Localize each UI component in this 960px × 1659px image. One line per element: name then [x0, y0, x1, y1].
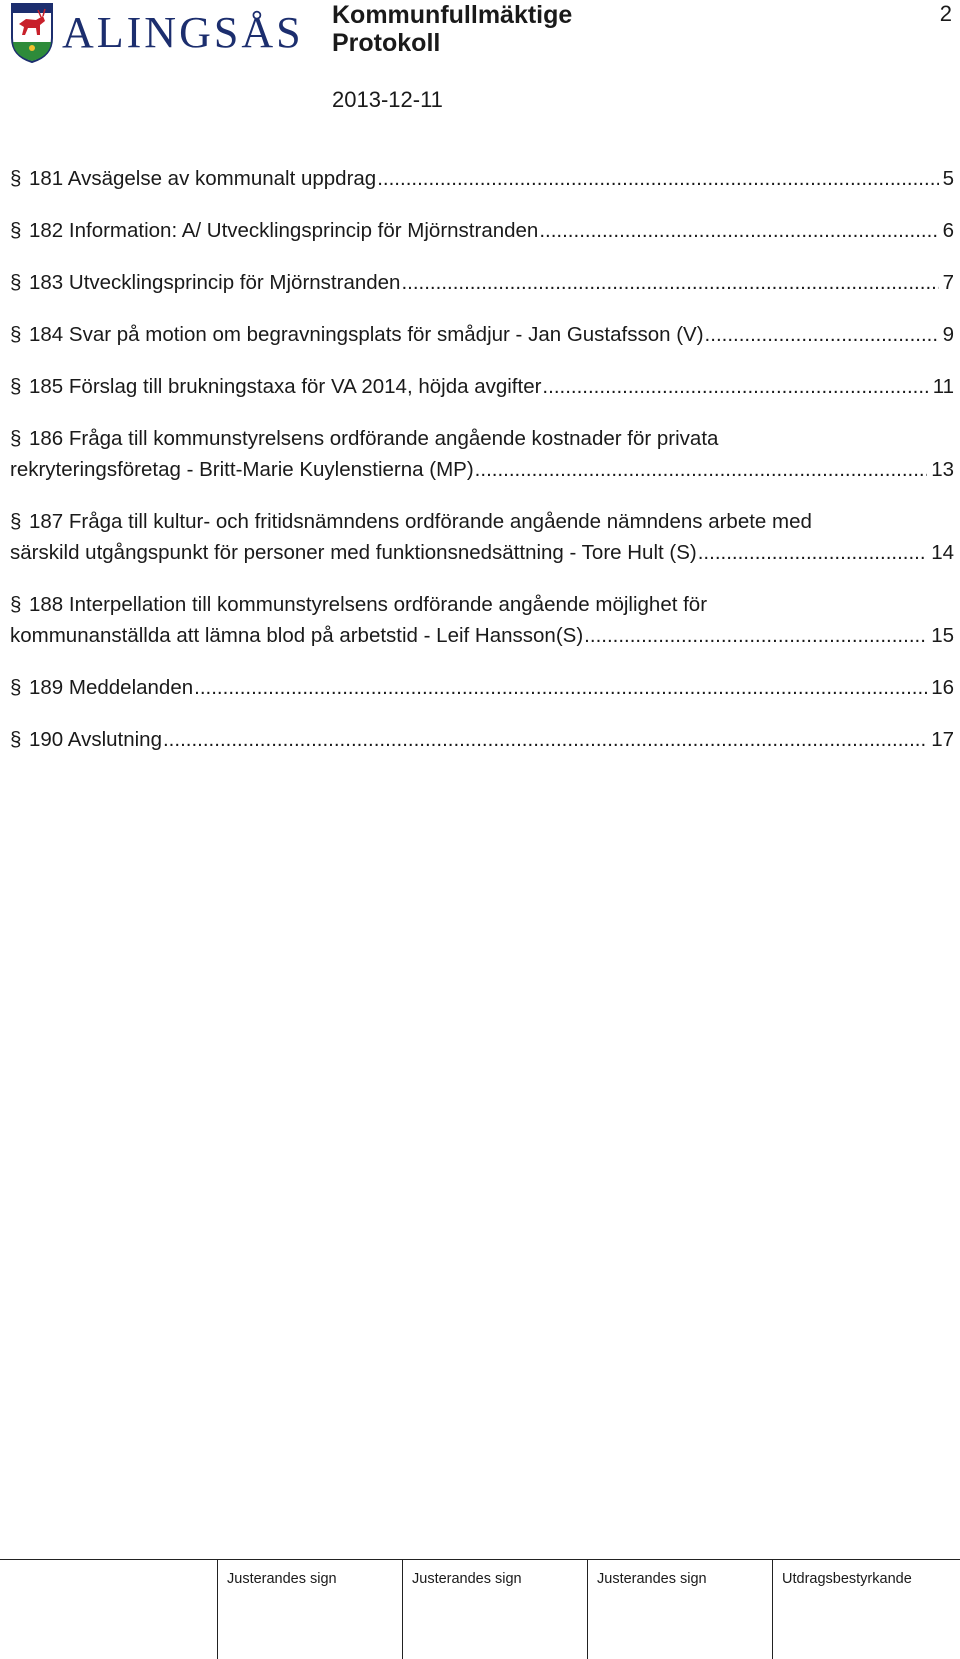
toc-item-title: 186 Fråga till kommunstyrelsens ordförande angående kostnader för privata — [29, 427, 719, 450]
toc-item[interactable] — [10, 423, 954, 485]
section-sign-icon: § — [10, 728, 22, 751]
extract-certification-cell: Utdragsbestyrkande — [772, 1559, 942, 1659]
toc-item-title: 183 Utvecklingsprincip för Mjörnstranden — [29, 271, 401, 294]
toc-item[interactable] — [10, 267, 954, 298]
dot-leader — [194, 672, 927, 703]
toc-item-title: 189 Meddelanden — [29, 676, 194, 699]
page-number: 2 — [939, 1, 952, 26]
dot-leader — [475, 454, 928, 485]
signature-cell: Justerandes sign — [402, 1559, 587, 1659]
section-sign-icon: § — [10, 427, 22, 450]
dot-leader — [539, 215, 938, 246]
toc-item[interactable] — [10, 319, 954, 350]
document-subtype: Protokoll — [332, 29, 441, 57]
toc-item[interactable] — [10, 506, 954, 568]
coat-of-arms-icon — [10, 2, 54, 64]
toc-page-number: 5 — [942, 167, 954, 190]
toc-item-title: 190 Avslutning — [29, 728, 162, 751]
dot-leader — [705, 319, 939, 350]
signature-cell: Justerandes sign — [217, 1559, 402, 1659]
toc-item[interactable] — [10, 371, 954, 402]
dot-leader — [542, 371, 928, 402]
toc-item[interactable] — [10, 672, 954, 703]
toc-page-number: 17 — [931, 728, 954, 751]
section-sign-icon: § — [10, 323, 22, 346]
toc-item-title-continued: kommunanställda att lämna blod på arbetstid - Leif Hansson(S) — [10, 624, 584, 647]
toc-item[interactable] — [10, 589, 954, 651]
toc-item-title: 188 Interpellation till kommunstyrelsens ordförande angående möjlighet för — [29, 593, 708, 616]
toc-page-number: 11 — [932, 375, 954, 398]
toc-item[interactable] — [10, 724, 954, 755]
toc-item-title: 181 Avsägelse av kommunalt uppdrag — [29, 167, 377, 190]
section-sign-icon: § — [10, 219, 22, 242]
toc-item-title: 185 Förslag till brukningstaxa för VA 2014, höjda avgifter — [29, 375, 542, 398]
signature-cell: Justerandes sign — [587, 1559, 772, 1659]
section-sign-icon: § — [10, 375, 22, 398]
toc-item[interactable] — [10, 215, 954, 246]
dot-leader — [163, 724, 927, 755]
toc-page-number: 9 — [942, 323, 954, 346]
municipality-logo — [10, 2, 304, 64]
toc-item-title: 187 Fråga till kultur- och fritidsnämndens ordförande angående nämndens arbete med — [29, 510, 812, 533]
section-sign-icon: § — [10, 676, 22, 699]
toc-item-title-continued: rekryteringsföretag - Britt-Marie Kuylenstierna (MP) — [10, 458, 474, 481]
toc-item-title: 184 Svar på motion om begravningsplats för smådjur - Jan Gustafsson (V) — [29, 323, 704, 346]
toc-page-number: 13 — [931, 458, 954, 481]
table-of-contents — [10, 163, 954, 776]
dot-leader — [698, 537, 927, 568]
toc-item-title-continued: särskild utgångspunkt för personer med funktionsnedsättning - Tore Hult (S) — [10, 541, 697, 564]
logo-wordmark: ALINGSÅS — [62, 8, 304, 57]
section-sign-icon: § — [10, 167, 22, 190]
document-type: Kommunfullmäktige — [332, 1, 573, 29]
section-sign-icon: § — [10, 593, 22, 616]
section-sign-icon: § — [10, 510, 22, 533]
toc-page-number: 16 — [931, 676, 954, 699]
toc-page-number: 7 — [942, 271, 954, 294]
dot-leader — [584, 620, 927, 651]
section-sign-icon: § — [10, 271, 22, 294]
toc-page-number: 15 — [931, 624, 954, 647]
signature-footer — [217, 1559, 942, 1659]
dot-leader — [377, 163, 938, 194]
dot-leader — [401, 267, 938, 298]
toc-item-title: 182 Information: A/ Utvecklingsprincip för Mjörnstranden — [29, 219, 539, 242]
meeting-date: 2013-12-11 — [332, 87, 443, 112]
toc-item[interactable] — [10, 163, 954, 194]
toc-page-number: 14 — [931, 541, 954, 564]
toc-page-number: 6 — [942, 219, 954, 242]
